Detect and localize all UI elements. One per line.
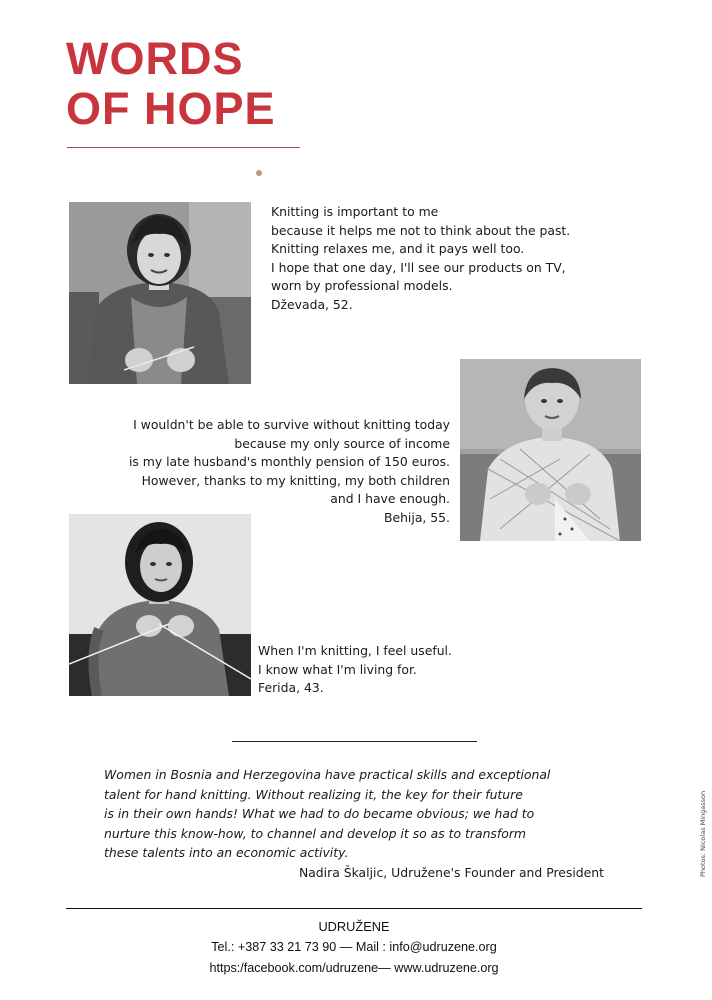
footer-contact: Tel.: +387 33 21 73 90 — Mail : info@udruzene.org (211, 940, 497, 954)
quote-line: However, thanks to my knitting, my both children (141, 472, 450, 488)
footer-org-name: UDRUŽENE (318, 919, 390, 934)
quote-line: I hope that one day, I'll see our products on TV, (271, 259, 566, 275)
decorative-dot (256, 170, 262, 176)
statement-line: Women in Bosnia and Herzegovina have practical skills and exceptional (104, 767, 551, 782)
statement-line: these talents into an economic activity. (104, 845, 349, 860)
footer (66, 916, 642, 979)
quote-line: is my late husband's monthly pension of 150 euros. (128, 454, 450, 469)
founder-statement (104, 765, 604, 882)
portrait-knitting-woman-3 (69, 514, 251, 696)
photo-ferida (69, 514, 251, 696)
quote-line: because my only source of income (234, 435, 450, 451)
quote-line: and I have enough. (330, 491, 450, 506)
title-line-2: OF HOPE (66, 83, 276, 134)
quote-dzevada (271, 203, 570, 314)
quote-line: Knitting relaxes me, and it pays well too. (271, 241, 525, 256)
quote-line: Knitting is important to me (271, 204, 439, 219)
statement-line: nurture this know-how, to channel and develop it so as to transform (104, 825, 526, 841)
quote-line: because it helps me not to think about the past. (271, 222, 571, 238)
portrait-knitting-woman-2 (460, 359, 641, 541)
quote-line: I wouldn't be able to survive without knitting today (133, 417, 450, 432)
quote-author: Dževada, 52. (271, 296, 353, 312)
quote-line: When I'm knitting, I feel useful. (258, 643, 452, 658)
footer-web: https:/facebook.com/udruzene— www.udruzene.org (209, 961, 499, 975)
page-title (66, 34, 276, 134)
footer-divider (66, 908, 642, 909)
quote-line: I know what I'm living for. (258, 661, 417, 677)
statement-line: is in their own hands! What we had to do became obvious; we had to (104, 806, 535, 821)
statement-attribution: Nadira Škaljic, Udružene's Founder and President (298, 864, 604, 880)
section-divider (232, 741, 477, 742)
quote-ferida (258, 642, 452, 698)
statement-line: talent for hand knitting. Without realizing it, the key for their future (104, 786, 523, 802)
portrait-knitting-woman-1 (69, 202, 251, 384)
quote-author: Ferida, 43. (258, 680, 324, 695)
title-line-1: WORDS (66, 33, 244, 84)
quote-author: Behija, 55. (383, 509, 450, 525)
photo-dzevada (69, 202, 251, 384)
photo-behija (460, 359, 641, 541)
quote-line: worn by professional models. (271, 278, 453, 293)
title-divider (67, 147, 300, 148)
photo-credit: Photos: Nicolas Mingasson (699, 790, 707, 877)
quote-behija (129, 416, 450, 527)
